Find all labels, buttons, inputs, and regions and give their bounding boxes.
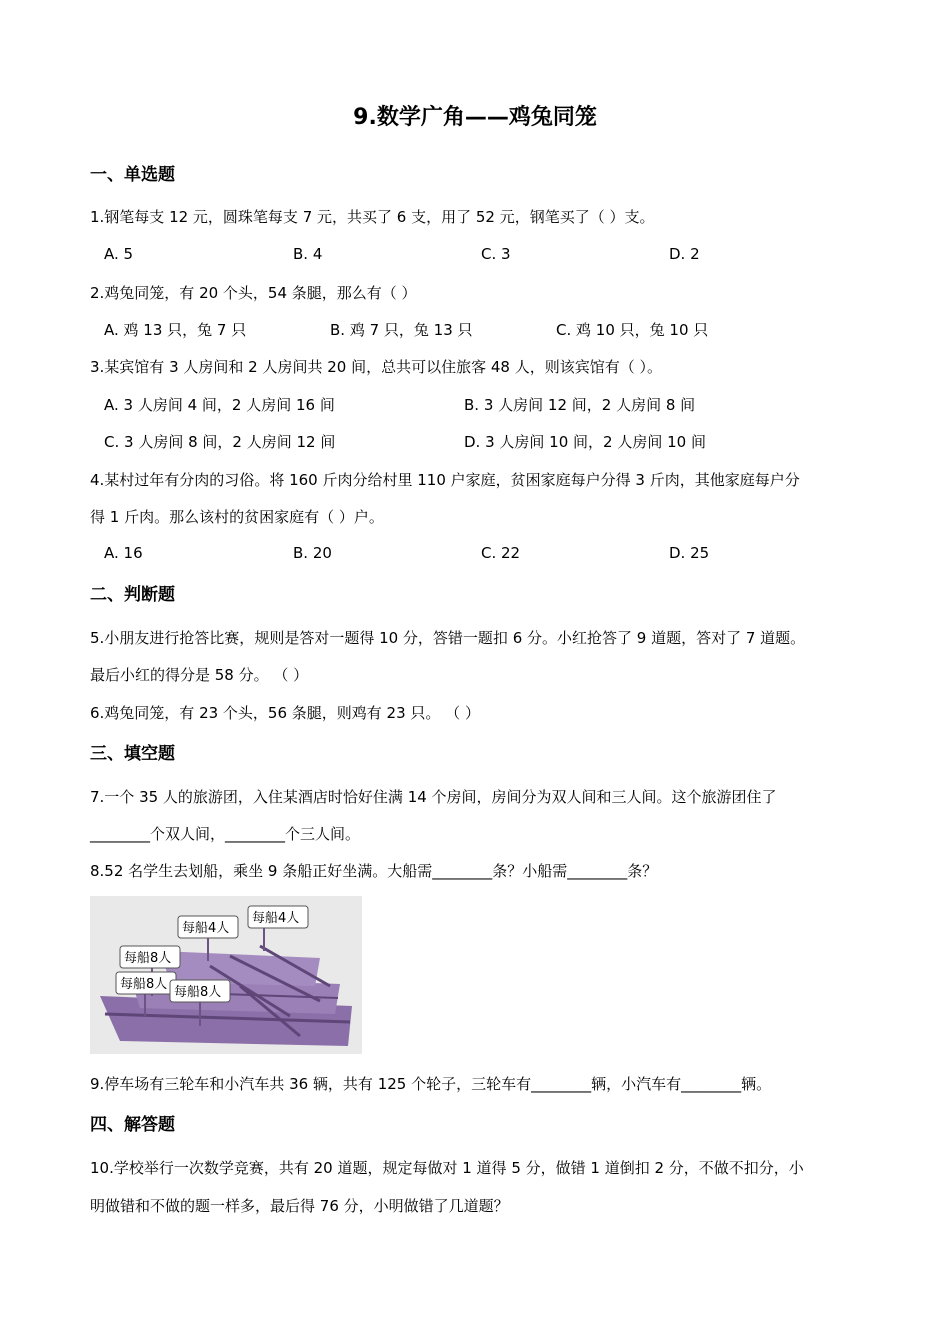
question-1-text: 1.钢笔每支 12 元，圆珠笔每支 7 元，共买了 6 支，用了 52 元，钢笔买了（ ）支。 <box>90 208 655 226</box>
question-8-text: 8.52 名学生去划船，乘坐 9 条船正好坐满。大船需________条？小船需________条？ <box>90 862 658 880</box>
question-5-text-line-1: 5.小朋友进行抢答比赛，规则是答对一题得 10 分，答错一题扣 6 分。小红抢答了 9 道题，答对了 7 道题。 <box>90 629 806 647</box>
boats-svg <box>90 896 362 1054</box>
question-4-option-b: B. 20 <box>293 544 332 562</box>
question-3-option-c: C. 3 人房间 8 间，2 人房间 12 间 <box>104 433 336 451</box>
page-title: 9.数学广角——鸡兔同笼 <box>353 105 597 130</box>
question-3-option-b: B. 3 人房间 12 间，2 人房间 8 间 <box>464 396 696 414</box>
question-2-option-c: C. 鸡 10 只，兔 10 只 <box>556 321 709 339</box>
question-4-option-c: C. 22 <box>481 544 521 562</box>
question-4-text-line-2: 得 1 斤肉。那么该村的贫困家庭有（ ）户。 <box>90 508 384 526</box>
sign-label-1: 每船4人 <box>182 921 230 936</box>
question-10-text-line-1: 10.学校举行一次数学竞赛，共有 20 道题，规定每做对 1 道得 5 分，做错 1 道倒扣 2 分，不做不扣分，小 <box>90 1159 804 1177</box>
question-1-option-b: B. 4 <box>293 245 323 263</box>
sign-label-3: 每船8人 <box>124 951 172 966</box>
question-4-option-a: A. 16 <box>104 544 143 562</box>
question-3-option-d: D. 3 人房间 10 间，2 人房间 10 间 <box>464 433 706 451</box>
question-2-option-a: A. 鸡 13 只，兔 7 只 <box>104 321 247 339</box>
question-1-option-c: C. 3 <box>481 245 511 263</box>
question-2-option-b: B. 鸡 7 只，兔 13 只 <box>330 321 473 339</box>
section-heading-true-false: 二、判断题 <box>90 585 175 605</box>
question-1-option-a: A. 5 <box>104 245 134 263</box>
question-7-text-line-1: 7.一个 35 人的旅游团，入住某酒店时恰好住满 14 个房间，房间分为双人间和三人间。这个旅游团住了 <box>90 788 777 806</box>
question-1-option-d: D. 2 <box>669 245 700 263</box>
section-heading-fill-blank: 三、填空题 <box>90 744 175 764</box>
sign-label-5: 每船8人 <box>174 985 222 1000</box>
question-5-text-line-2: 最后小红的得分是 58 分。 （ ） <box>90 666 309 684</box>
question-4-option-d: D. 25 <box>669 544 710 562</box>
section-heading-solve: 四、解答题 <box>90 1115 175 1135</box>
question-7-text-line-2: ________个双人间，________个三人间。 <box>90 825 361 843</box>
question-9-text: 9.停车场有三轮车和小汽车共 36 辆，共有 125 个轮子，三轮车有________辆，小汽车有________辆。 <box>90 1075 772 1093</box>
question-4-text-line-1: 4.某村过年有分肉的习俗。将 160 斤肉分给村里 110 户家庭，贫困家庭每户分得 3 斤肉，其他家庭每户分 <box>90 471 800 489</box>
sign-label-4: 每船8人 <box>120 977 168 992</box>
question-6-text: 6.鸡兔同笼，有 23 个头，56 条腿，则鸡有 23 只。 （ ） <box>90 704 480 722</box>
section-heading-single-choice: 一、单选题 <box>90 165 175 185</box>
question-2-text: 2.鸡兔同笼，有 20 个头，54 条腿，那么有（ ） <box>90 284 417 302</box>
question-10-text-line-2: 明做错和不做的题一样多，最后得 76 分，小明做错了几道题？ <box>90 1197 509 1215</box>
sign-label-2: 每船4人 <box>252 911 300 926</box>
boats-illustration <box>90 896 362 1054</box>
question-3-text: 3.某宾馆有 3 人房间和 2 人房间共 20 间，总共可以住旅客 48 人，则该宾馆有（ ）。 <box>90 358 662 376</box>
question-3-option-a: A. 3 人房间 4 间，2 人房间 16 间 <box>104 396 335 414</box>
